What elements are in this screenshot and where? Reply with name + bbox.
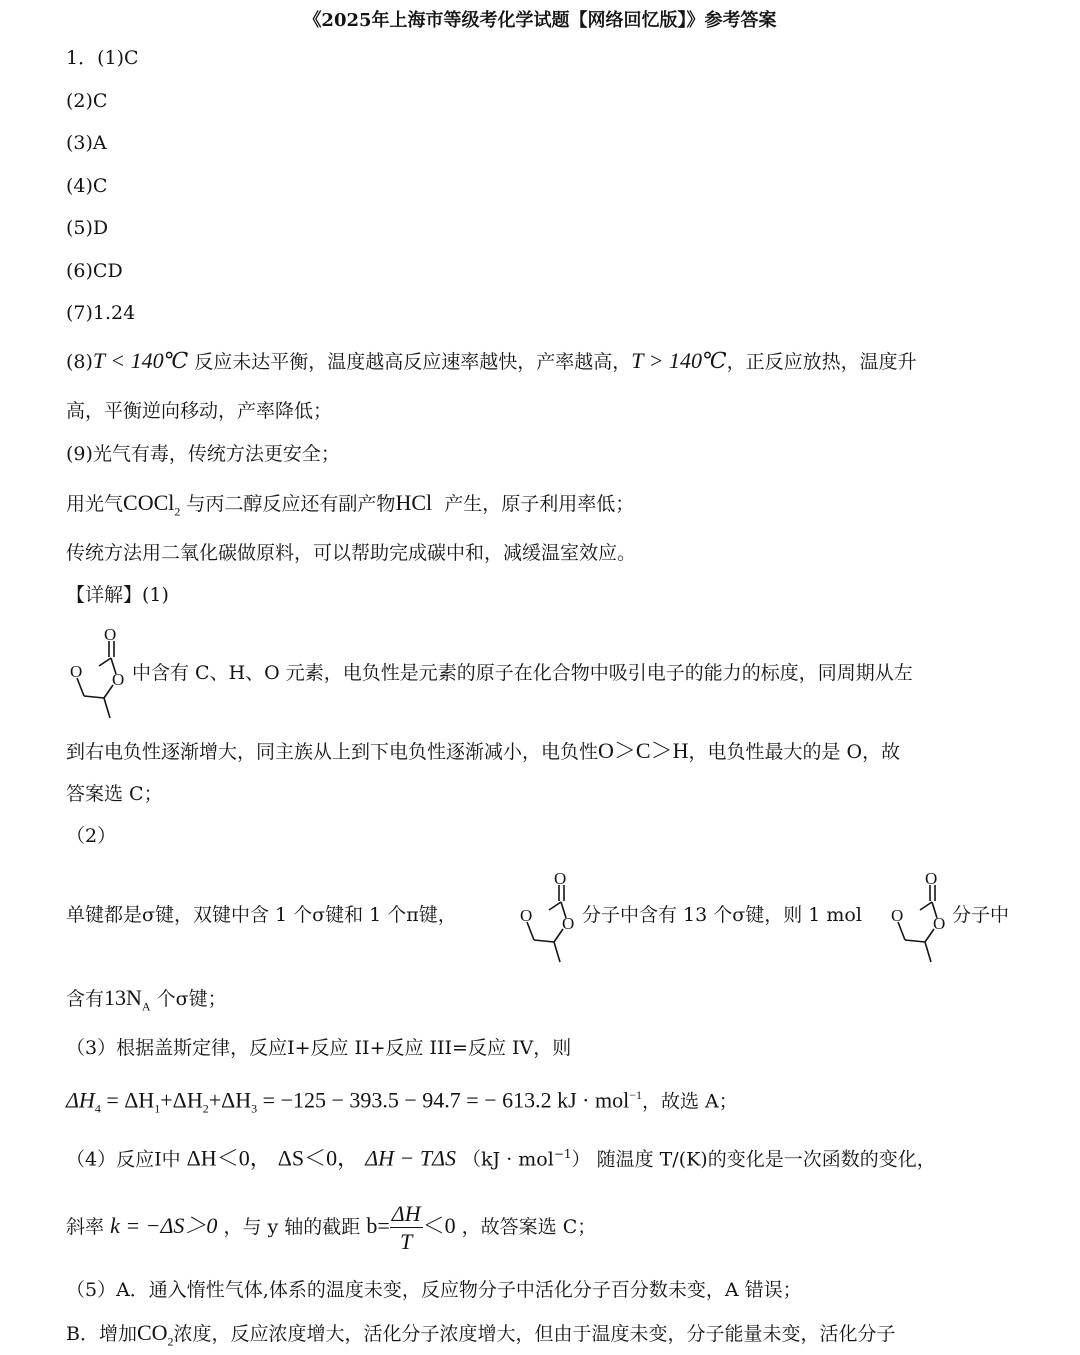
text-fragment: 浓度，反应浓度增大，活化分子浓度增大，但由于温度未变，分子能量未变，活化分子 [173, 1323, 896, 1345]
answer-1-9-line3: 传统方法用二氧化碳做原料，可以帮助完成碳中和，减缓温室效应。 [66, 542, 637, 564]
explanation-2-header: （2） [66, 825, 117, 847]
answer-1-3: (3)A [66, 132, 107, 154]
answer-1-2: (2)C [66, 90, 108, 112]
formula-cocl2: COCl$_2$ [123, 490, 181, 519]
text-fragment: B．增加 [66, 1323, 137, 1345]
delta-s-negative: ΔS＜0， [277, 1145, 360, 1171]
answer-1-8-line2: 高，平衡逆向移动，产率降低； [66, 400, 333, 422]
explanation-header: 【详解】(1) [66, 584, 169, 606]
explanation-1-line2 [66, 738, 900, 765]
text-fragment: ，与 y 轴的截距 [223, 1216, 361, 1238]
explanation-5-line2 [66, 1320, 896, 1354]
formula-hcl: HCl [395, 490, 433, 515]
svg-text:O: O [933, 914, 946, 933]
explanation-2-a: 单键都是σ键，双键中含 1 个σ键和 1 个π键， [66, 904, 457, 926]
slope-k: k = −ΔS＞0 [110, 1213, 218, 1238]
text-fragment: 产生，原子利用率低； [444, 493, 635, 515]
formula-13na: $13N_A$ [104, 985, 151, 1014]
propylene-carbonate-structure [64, 622, 132, 726]
answer-1-8-line1 [66, 348, 917, 375]
text-fragment: （4）反应Ⅰ中 [66, 1148, 181, 1171]
text-fragment: ，电负性最大的是 O，故 [688, 741, 901, 763]
temp-greater-than: T > 140℃ [631, 348, 727, 373]
text-fragment: 到右电负性逐渐增大，同主族从上到下电负性逐渐减小，电负性 [66, 741, 599, 763]
text-fragment: 随温度 T/(K)的变化是一次函数的变化， [596, 1148, 936, 1171]
text-fragment: 与丙二醇反应还有副产物 [186, 493, 396, 515]
explanation-1-line3: 答案选 C； [66, 783, 163, 805]
svg-text:O: O [562, 914, 575, 933]
text-fragment: 用光气 [66, 493, 124, 515]
text-fragment: ，故答案选 C； [461, 1216, 597, 1238]
explanation-5-line1: （5）A．通入惰性气体,体系的温度未变，反应物分子中活化分子百分数未变，A 错误； [66, 1279, 802, 1301]
svg-text:O: O [70, 662, 83, 681]
answer-8-mid: 反应未达平衡，温度越高反应速率越快，产率越高， [194, 351, 632, 373]
explanation-3-line1: （3）根据盖斯定律，反应Ⅰ+反应 II+反应 III=反应 IV，则 [66, 1037, 572, 1059]
answer-1-6: (6)CD [66, 260, 123, 282]
electronegativity-order: O＞C＞H [598, 738, 689, 763]
propylene-carbonate-structure [514, 866, 582, 970]
explanation-2-b: 分子中含有 13 个σ键，则 1 mol [582, 904, 862, 926]
svg-text:O: O [104, 625, 117, 644]
answer-1-9-line2 [66, 490, 634, 524]
svg-text:O: O [925, 869, 938, 888]
svg-text:O: O [891, 906, 904, 925]
svg-text:O: O [112, 670, 125, 689]
fraction-dh-over-t: $\frac{\Delta H}{T}$ [391, 1200, 421, 1254]
text-fragment: （kJ · mol [462, 1148, 554, 1171]
answer-8-end: ，正反应放热，温度升 [726, 351, 917, 373]
propylene-carbonate-structure [885, 866, 953, 970]
explanation-4-line2: 斜率 k = −ΔS＞0 ，与 y 轴的截距 b= $\frac{\Delta H}{T}$ ＜0 ，故答案选 C； [66, 1200, 597, 1254]
explanation-1-line1: 中含有 C、H、O 元素，电负性是元素的原子在化合物中吸引电子的能力的标度，同周期从左 [132, 662, 913, 684]
delta-h-negative: ΔH＜0， [186, 1145, 272, 1171]
explanation-4-line1: （4）反应Ⅰ中 ΔH＜0， ΔS＜0， ΔH − TΔS （kJ · mol$^{-1}$） 随温度 T/(K)的变化是一次函数的变化， [66, 1145, 936, 1171]
explanation-2-c: 分子中 [952, 904, 1010, 926]
intercept-b: b= [366, 1213, 390, 1238]
answer-1-1: 1．(1)C [66, 47, 139, 69]
formula-co2: $CO_2$ [136, 1320, 174, 1349]
page-title: 《2025年上海市等级考化学试题【网络回忆版】》参考答案 [303, 10, 777, 31]
answer-1-9-line1: (9)光气有毒，传统方法更安全； [66, 443, 340, 465]
svg-text:O: O [520, 906, 533, 925]
text-fragment: 斜率 [66, 1216, 105, 1238]
answer-8-prefix: (8) [66, 351, 93, 373]
answer-1-5: (5)D [66, 217, 109, 239]
answer-1-4: (4)C [66, 175, 108, 197]
svg-text:O: O [554, 869, 567, 888]
text-fragment: 含有 [66, 988, 105, 1010]
answer-1-7: (7)1.24 [66, 302, 136, 324]
gibbs-expression: ΔH − TΔS [365, 1145, 456, 1171]
temp-less-than: T < 140℃ [92, 348, 189, 373]
enthalpy-equation: $\Delta H_4 = \Delta H_1+\Delta H_2+\Delta H_3 = -125 - 393.5 - 94.7$ = − 613.2 kJ · mol$^{-1}$，故选 A； [66, 1087, 738, 1116]
text-fragment: 个σ键； [156, 988, 227, 1010]
explanation-2-line2 [66, 985, 227, 1019]
